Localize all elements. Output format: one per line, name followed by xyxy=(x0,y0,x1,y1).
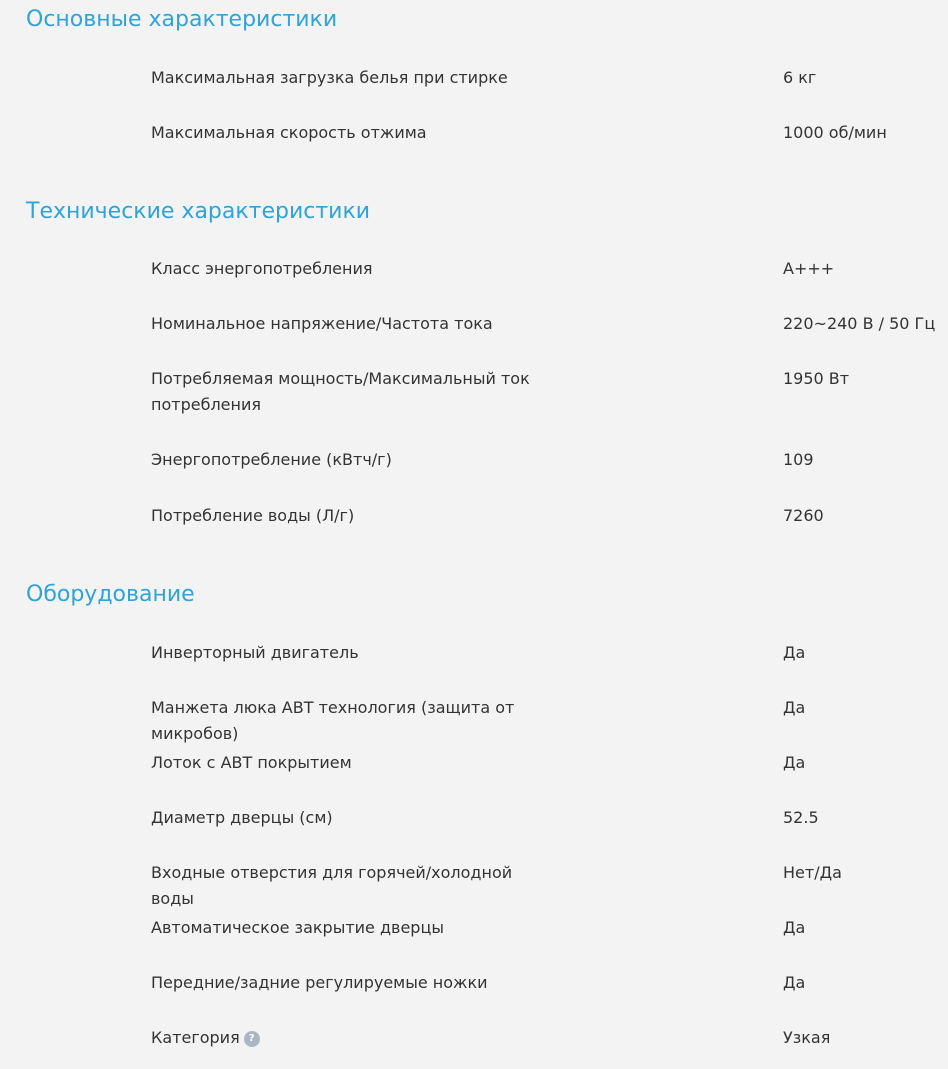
spec-label: Диаметр дверцы (см) xyxy=(151,808,333,827)
spec-label: Максимальная загрузка белья при стирке xyxy=(151,68,508,87)
spec-value: 220~240 В / 50 Гц xyxy=(783,314,936,333)
spec-value: Да xyxy=(783,643,806,662)
spec-label: Энергопотребление (кВтч/г) xyxy=(151,450,392,469)
spec-value: 7260 xyxy=(783,506,824,525)
help-icon[interactable]: ? xyxy=(244,1031,260,1047)
spec-label: Потребляемая мощность/Максимальный ток потребления xyxy=(151,369,530,414)
section-title-technical: Технические характеристики xyxy=(26,199,371,224)
spec-value: 1000 об/мин xyxy=(783,123,887,142)
spec-label: Категория xyxy=(151,1028,240,1047)
spec-label: Лоток с ABT покрытием xyxy=(151,753,352,772)
spec-value: 52.5 xyxy=(783,808,819,827)
spec-label-wrap xyxy=(151,1025,551,1051)
spec-value: Да xyxy=(783,698,806,717)
spec-value: 1950 Вт xyxy=(783,369,850,388)
spec-label: Автоматическое закрытие дверцы xyxy=(151,918,444,937)
spec-label: Инверторный двигатель xyxy=(151,643,359,662)
spec-label: Максимальная скорость отжима xyxy=(151,123,427,142)
spec-label: Класс энергопотребления xyxy=(151,259,373,278)
spec-value: Узкая xyxy=(783,1028,831,1047)
spec-value: Да xyxy=(783,753,806,772)
spec-label: Номинальное напряжение/Частота тока xyxy=(151,314,493,333)
spec-value: Да xyxy=(783,918,806,937)
spec-value: Нет/Да xyxy=(783,863,842,882)
spec-label: Входные отверстия для горячей/холодной воды xyxy=(151,863,513,908)
spec-label: Потребление воды (Л/г) xyxy=(151,506,355,525)
spec-value: A+++ xyxy=(783,259,835,278)
spec-value: 109 xyxy=(783,450,814,469)
spec-label: Манжета люка ABT технология (защита от микробов) xyxy=(151,698,515,743)
section-title-main: Основные характеристики xyxy=(26,7,338,32)
spec-value: 6 кг xyxy=(783,68,817,87)
spec-label: Передние/задние регулируемые ножки xyxy=(151,973,488,992)
spec-value: Да xyxy=(783,973,806,992)
section-title-equipment: Оборудование xyxy=(26,582,195,607)
